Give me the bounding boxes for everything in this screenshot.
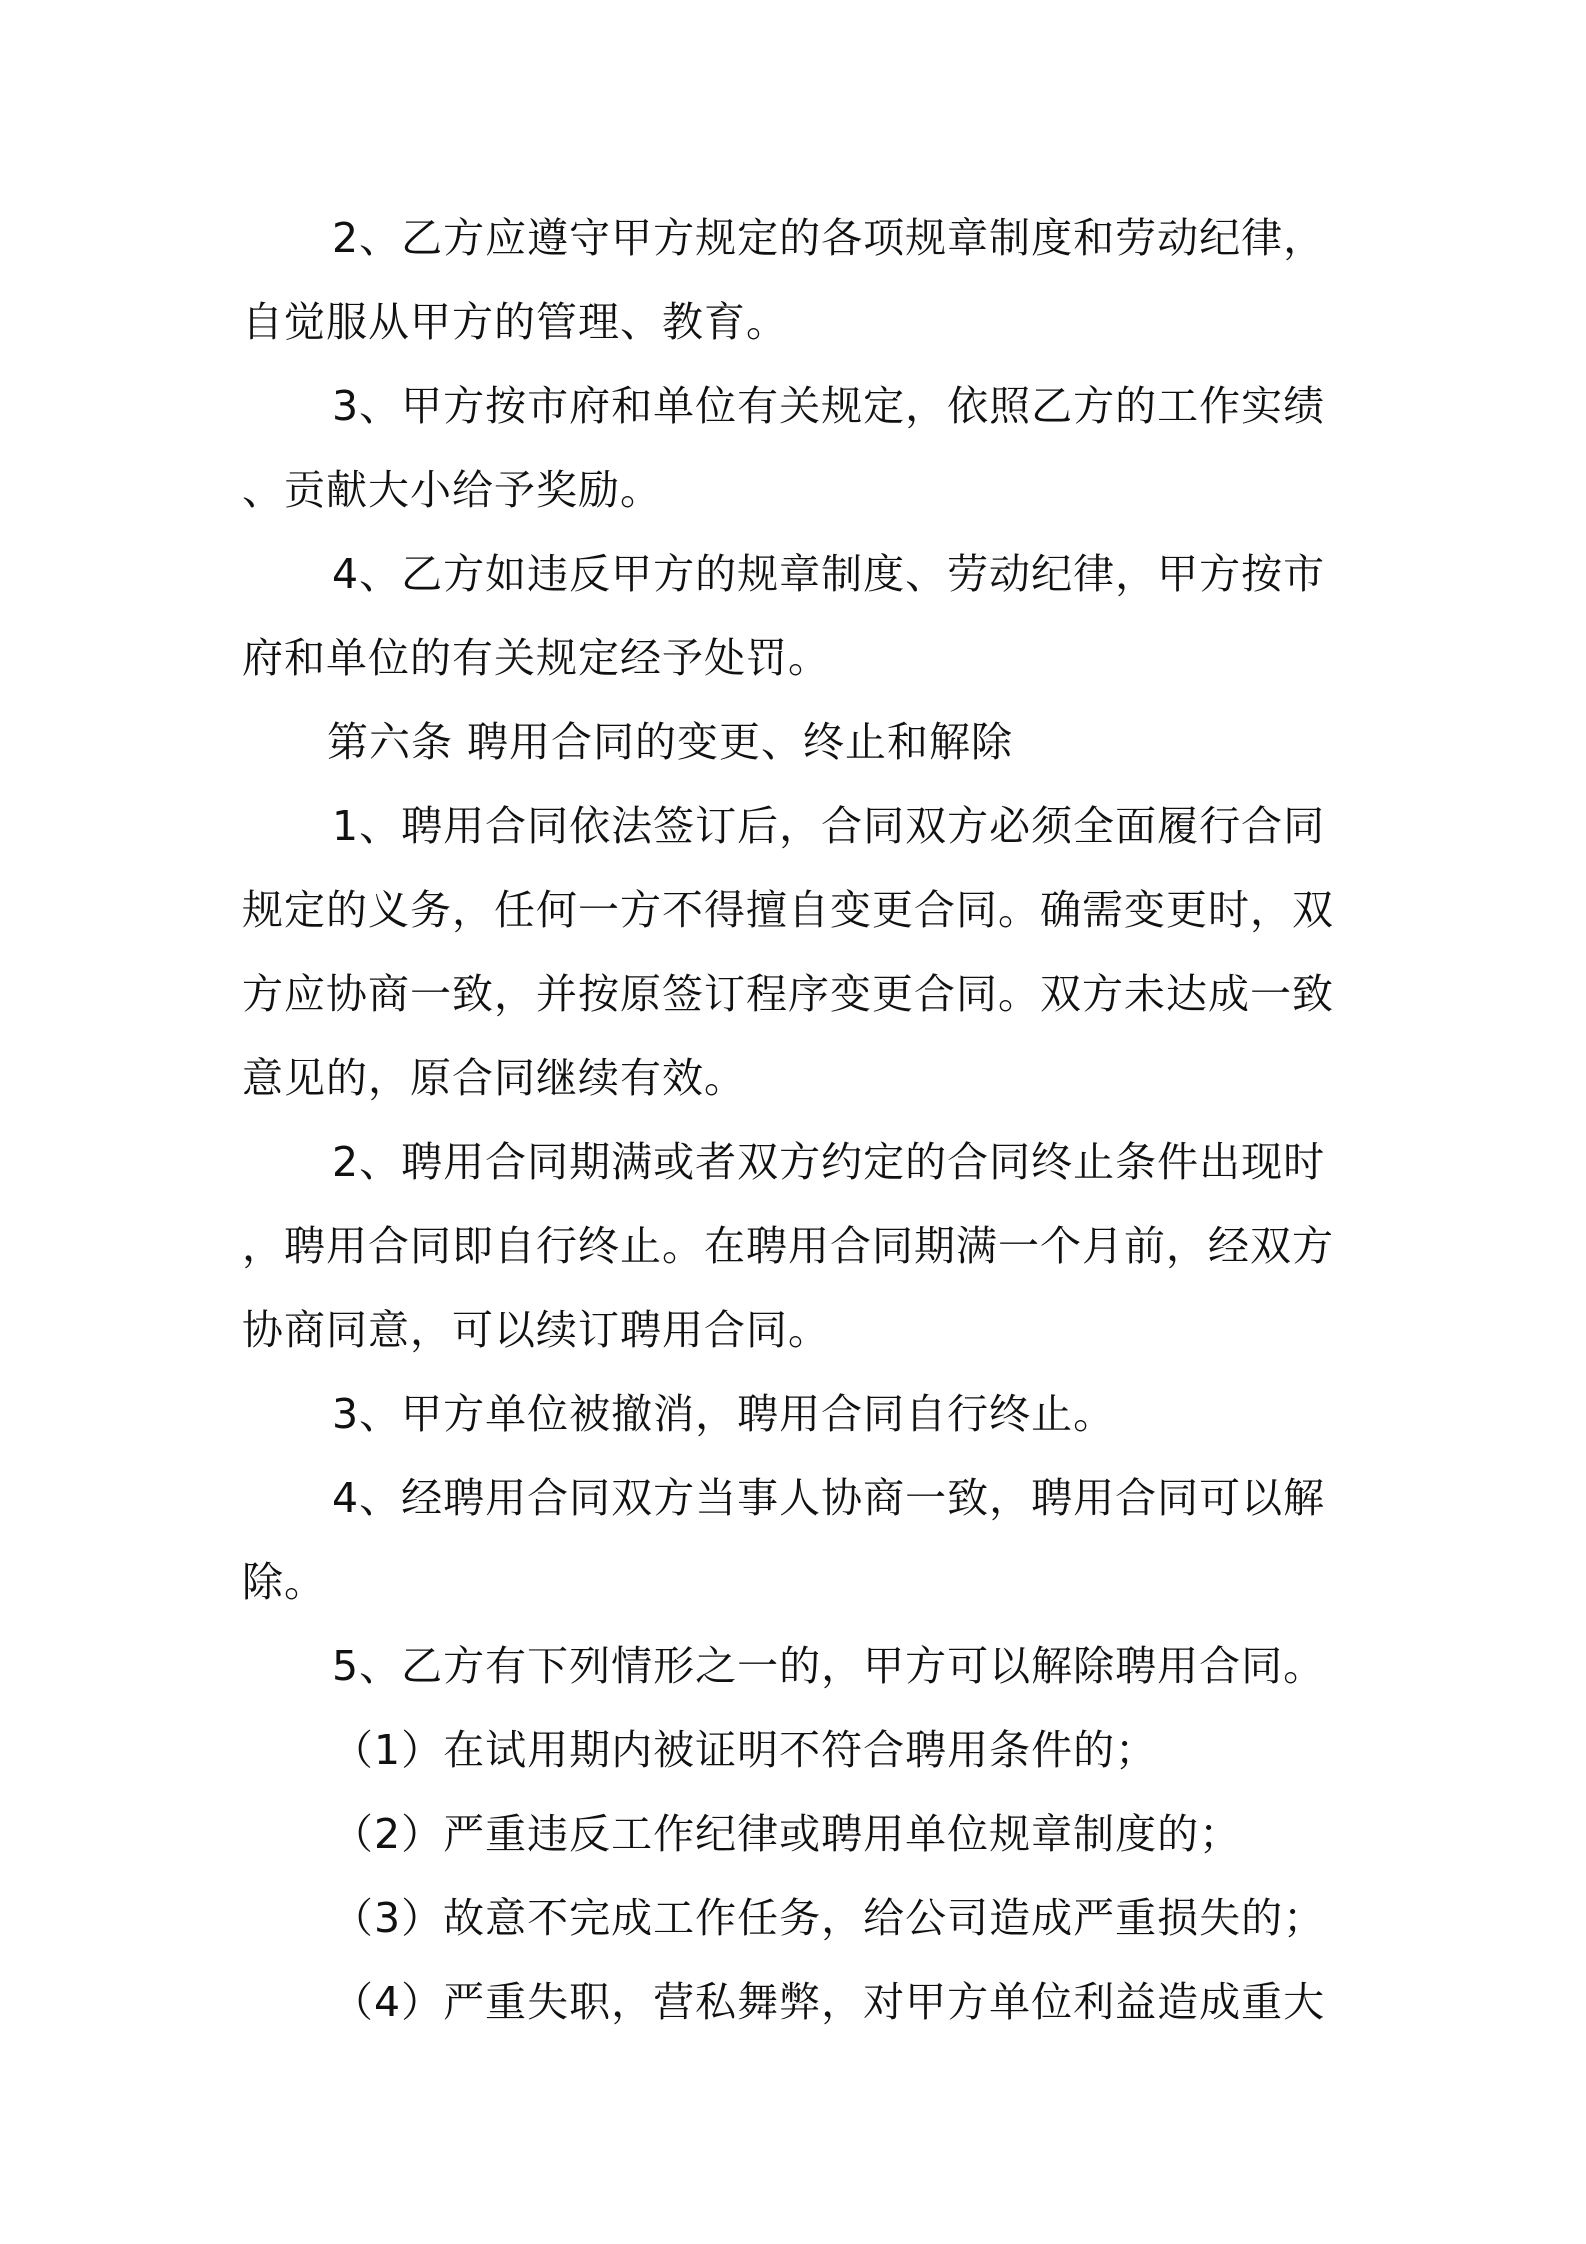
paragraph-line: ，聘用合同即自行终止。在聘用合同期满一个月前，经双方	[242, 1222, 1334, 1270]
paragraph-line: 规定的义务，任何一方不得擅自变更合同。确需变更时，双	[242, 886, 1334, 934]
paragraph-line: 4、经聘用合同双方当事人协商一致，聘用合同可以解	[332, 1474, 1326, 1522]
paragraph-line: 意见的，原合同继续有效。	[242, 1054, 746, 1102]
list-item: （4）严重失职，营私舞弊，对甲方单位利益造成重大	[332, 1978, 1326, 2026]
paragraph-line: 方应协商一致，并按原签订程序变更合同。双方未达成一致	[242, 970, 1334, 1018]
paragraph-line: 1、聘用合同依法签订后，合同双方必须全面履行合同	[332, 802, 1326, 850]
list-item: （2）严重违反工作纪律或聘用单位规章制度的；	[332, 1810, 1242, 1858]
paragraph-line: 5、乙方有下列情形之一的，甲方可以解除聘用合同。	[332, 1642, 1326, 1690]
paragraph-line: 3、甲方单位被撤消，聘用合同自行终止。	[332, 1390, 1116, 1438]
paragraph-line: 3、甲方按市府和单位有关规定，依照乙方的工作实绩	[332, 382, 1326, 430]
paragraph-line: 府和单位的有关规定经予处罚。	[242, 634, 830, 682]
paragraph-line: 2、乙方应遵守甲方规定的各项规章制度和劳动纪律，	[332, 214, 1326, 262]
paragraph-line: 4、乙方如违反甲方的规章制度、劳动纪律，甲方按市	[332, 550, 1326, 598]
paragraph-line: 协商同意，可以续订聘用合同。	[242, 1306, 830, 1354]
document-body	[242, 196, 1362, 2044]
paragraph-line: 除。	[242, 1558, 326, 1606]
paragraph-line: 自觉服从甲方的管理、教育。	[242, 298, 788, 346]
paragraph-line: 2、聘用合同期满或者双方约定的合同终止条件出现时	[332, 1138, 1326, 1186]
list-item: （3）故意不完成工作任务，给公司造成严重损失的；	[332, 1894, 1326, 1942]
paragraph-line: 、贡献大小给予奖励。	[242, 466, 662, 514]
list-item: （1）在试用期内被证明不符合聘用条件的；	[332, 1726, 1158, 1774]
section-heading: 第六条 聘用合同的变更、终止和解除	[327, 718, 1014, 766]
